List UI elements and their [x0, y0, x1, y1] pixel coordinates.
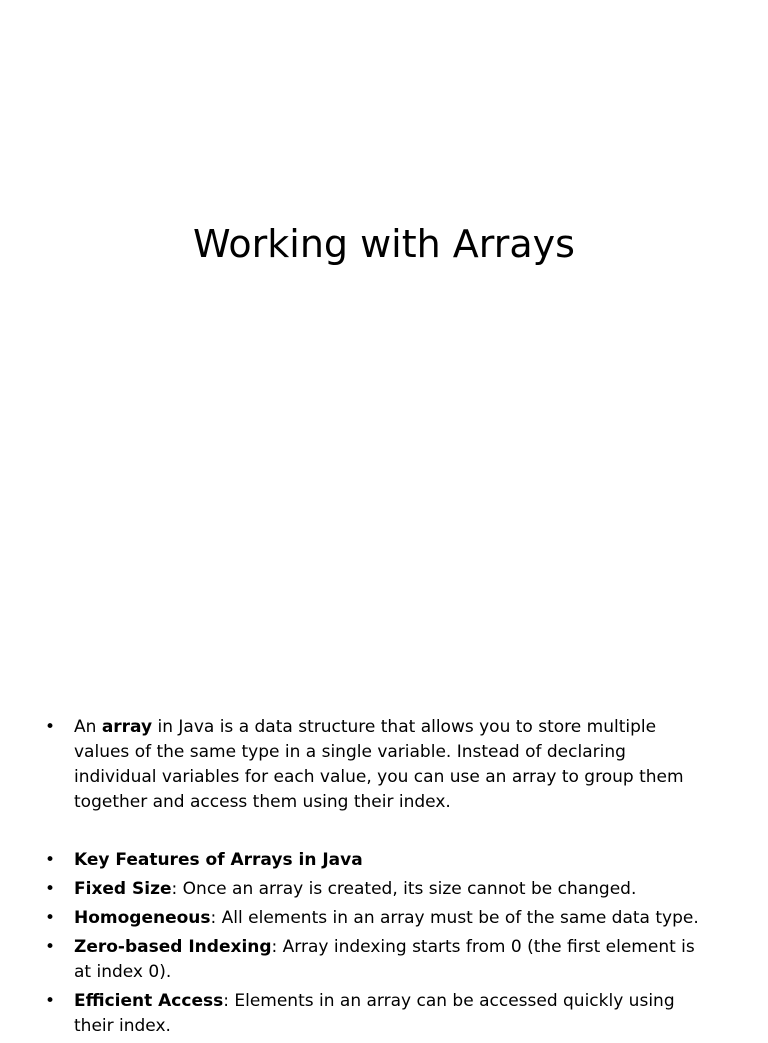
- bullet-feature-efficient-access: [0, 989, 768, 1039]
- bullet-glyph: •: [45, 991, 56, 1011]
- bullet-glyph: •: [45, 937, 56, 957]
- bullet-glyph: •: [45, 879, 56, 899]
- feature-text: : Array indexing starts from 0 (the first element is at index 0).: [74, 937, 695, 982]
- feature-text: : All elements in an array must be of the same data type.: [210, 908, 699, 928]
- feature-term: Efficient Access: [74, 991, 224, 1011]
- slide-title: Working with Arrays: [193, 222, 575, 266]
- feature-text: : Elements in an array can be accessed quickly using their index.: [74, 991, 675, 1036]
- intro-post: in Java is a data structure that allows you to store multiple values of the same type in a single variable. Instead of declaring individual variables for each value, you can use an array to group them together and access them using their index.: [74, 717, 684, 812]
- bullet-intro: [0, 715, 768, 815]
- bullet-glyph: •: [45, 850, 56, 870]
- intro-bold: array: [101, 717, 153, 737]
- bullet-feature-fixed-size: [0, 877, 768, 902]
- bullet-list: [0, 715, 768, 1043]
- bullet-glyph: •: [45, 717, 56, 737]
- bullet-feature-zero-based: [0, 935, 768, 985]
- feature-term: Homogeneous: [74, 908, 211, 928]
- feature-term: Zero-based Indexing: [74, 937, 272, 957]
- bullet-feature-homogeneous: [0, 906, 768, 931]
- feature-term: Fixed Size: [74, 879, 172, 899]
- features-heading: Key Features of Arrays in Java: [74, 850, 363, 870]
- bullet-glyph: •: [45, 908, 56, 928]
- bullet-features-heading: [0, 848, 768, 873]
- intro-pre: An: [74, 717, 102, 737]
- feature-text: : Once an array is created, its size cannot be changed.: [171, 879, 637, 899]
